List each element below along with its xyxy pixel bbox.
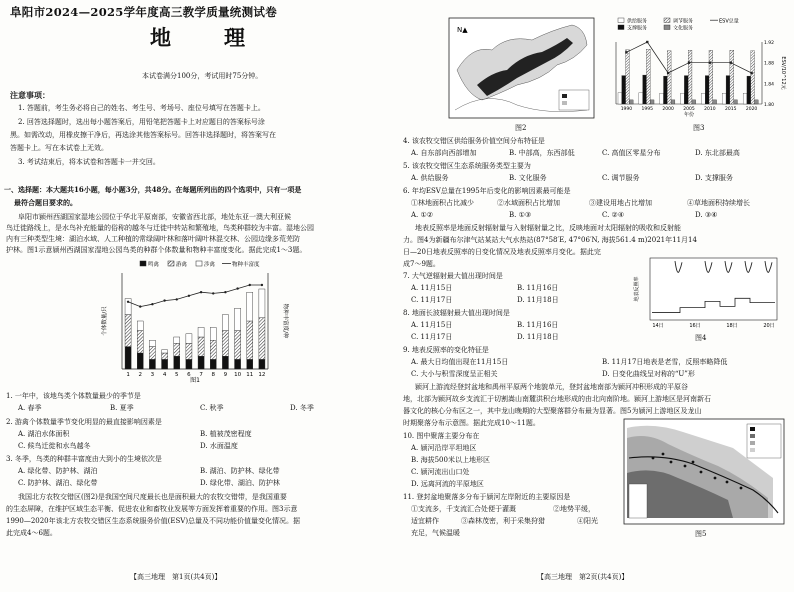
legend-swatch: [618, 18, 624, 23]
bar: [734, 100, 738, 104]
choice-item: ③森林茂密，利于采集狩猎: [461, 517, 545, 525]
question: 5. 该农牧交错区生态系统服务类型主要为: [403, 162, 531, 170]
bar: [643, 75, 647, 104]
choice-item: ④阳光: [577, 517, 598, 525]
bar: [709, 50, 713, 104]
passage-line: 1990—2020年该北方农牧交错区生态系统服务价值(ESV)总量及不同功能价值量变化情况。据: [6, 517, 301, 525]
passage-line: 器文化的核心分布区之一，其中龙山晚期的大型聚落群分布最为显著。图5为颍河上游地区及龙山: [403, 407, 702, 415]
passage-line: 此完成4～6题。: [6, 529, 57, 537]
passage-line: 的生态屏障，在维护区域生态平衡、促进农业和畜牧业发展等方面发挥着重要的作用。图3示意: [6, 505, 298, 513]
option: D. 日变化曲线呈对称的“U”形: [602, 370, 695, 378]
question: 7. 大气逆辐射最大值出现时间是: [403, 272, 503, 280]
x-tick-label: 2020: [745, 107, 758, 112]
legend-label: 文化服务: [673, 25, 694, 32]
x-tick-label: 2010: [704, 107, 716, 112]
option: A. 最大日均值出现在11月15日: [411, 358, 509, 366]
option: D. 远离河流的平原地区: [411, 480, 484, 488]
legend-swatch: [618, 25, 624, 30]
notice-item: 1. 答题前，考生务必将自己的姓名、考生号、考场号、座位号填写在答题卡上。: [18, 104, 265, 112]
section-heading: 一、选择题：本大题共16小题，每小题3分，共48分。在每题所列出的四个选项中，只有一项是: [4, 185, 302, 194]
bar: [755, 100, 759, 104]
bar: [684, 76, 688, 104]
option: C. 调节服务: [602, 174, 640, 182]
passage-line: 日—20日地表反照率的日变化情况及地表反照率月变化。据此完: [403, 248, 601, 256]
bar-segment: [186, 343, 192, 359]
option: C. 防护林、湖泊、绿化带: [18, 479, 98, 487]
richness-point: [188, 295, 190, 297]
esv-total-point: [750, 72, 752, 74]
richness-point: [176, 298, 178, 300]
bar: [660, 93, 664, 104]
option: B. 植被茂密程度: [200, 430, 252, 438]
bar-segment: [162, 350, 168, 353]
page-footer: 【高三地理 第2页(共4页)】: [537, 573, 629, 581]
x-tick-label: 14日: [652, 323, 664, 329]
bar-segment: [259, 359, 265, 369]
bar: [667, 51, 671, 104]
bar: [743, 93, 747, 104]
bar-segment: [186, 359, 192, 369]
x-tick-label: 8: [211, 372, 215, 378]
exam-info: 本试卷满分100分，考试用时75分钟。: [142, 72, 263, 80]
bar-segment: [149, 359, 155, 369]
esv-total-point: [688, 61, 690, 63]
question: 11. 登封盆地聚落多分布于颍河左岸附近的主要原因是: [403, 493, 571, 501]
figure-caption: 图2: [515, 124, 527, 132]
richness-point: [261, 284, 263, 286]
option: A. 绿化带、防护林、湖泊: [18, 467, 98, 475]
x-tick-label: 1995: [641, 107, 654, 112]
x-tick-label: 18日: [726, 323, 738, 329]
passage-line: 护林。图1示意颍州西湖国家湿地公园鸟类的种群个体数量和物种丰富度变化。据此完成1～3题。: [6, 246, 307, 254]
passage-line: 地表反照率是地面反射辐射量与入射辐射量之比，反映地面对太阳辐射的吸收和反射能: [415, 224, 681, 232]
richness-point: [139, 305, 141, 307]
richness-point: [200, 291, 202, 293]
esv-total-point: [667, 72, 669, 74]
bar: [705, 76, 709, 104]
bar: [688, 50, 692, 104]
x-tick-label: 1990: [620, 107, 633, 112]
option: B. 中部高，东西部低: [509, 149, 575, 157]
option: B. 11月16日: [517, 321, 559, 329]
richness-point: [127, 301, 129, 303]
legend-label: 鸣禽: [148, 262, 160, 268]
richness-line: [128, 285, 262, 307]
option: B. 11月17日地表是老雪，反照率略降低: [602, 358, 728, 366]
bar: [730, 50, 734, 104]
legend-label: 涉禽: [204, 262, 216, 268]
option: A. 春季: [18, 404, 42, 412]
richness-point: [236, 287, 238, 289]
x-tick-label: 1: [126, 372, 130, 378]
bar: [701, 93, 705, 104]
passage-line: 鸟迁徙路线上，是水鸟补充能量的俗称的越冬与迁徙中转站和繁殖地，鸟类种群较为丰富。湿地公园: [6, 224, 314, 232]
legend-label: 供给服务: [627, 18, 648, 25]
passage-line: 我国北方农牧交错区(图2)是我国空间尺度最长也是面积最大的农牧交错带，是我国重要: [18, 493, 287, 501]
y-axis-label: 个体数量/只: [102, 306, 108, 336]
x-tick-label: 10: [234, 372, 242, 378]
bar-segment: [137, 353, 143, 369]
x-axis-label: 年份: [683, 112, 695, 118]
bar-segment: [235, 331, 241, 360]
x-tick-label: 20日: [763, 323, 775, 329]
option: C. 大小与积雪深度呈正相关: [411, 370, 498, 378]
choice-item: 充足，气候温暖: [411, 529, 460, 537]
bar-segment: [149, 347, 155, 360]
bar-segment: [247, 292, 253, 321]
option: A. 颍河沿岸平坦地区: [411, 444, 477, 452]
x-tick-label: 2005: [683, 107, 695, 112]
y-tick-label: 1.92: [764, 41, 775, 46]
bar-segment: [162, 359, 168, 369]
option: C. 11月17日: [411, 333, 453, 341]
bar-segment: [162, 353, 168, 359]
exam-title: 阜阳市2024—2025学年度高三教学质量统测试卷: [10, 5, 278, 19]
legend-label: 游禽: [176, 262, 188, 268]
option: C. 候鸟迁徙和水鸟越冬: [18, 442, 91, 450]
richness-point: [151, 303, 153, 305]
y-axis-label: ESV/10^12元: [780, 56, 786, 90]
notice-heading: 注意事项：: [10, 90, 50, 100]
figure-caption: 图5: [695, 530, 707, 538]
option: A. 供给服务: [411, 174, 449, 182]
bar-segment: [210, 340, 216, 359]
richness-point: [212, 292, 214, 294]
bar-segment: [198, 337, 204, 356]
bar-segment: [235, 308, 241, 330]
bar: [618, 93, 622, 104]
north-arrow-icon: N▲: [457, 26, 468, 34]
option: B. 11月16日: [517, 284, 559, 292]
legend-swatch: [664, 25, 670, 30]
option: A. 11月15日: [411, 321, 453, 329]
bar-segment: [247, 359, 253, 369]
question: 3. 冬季，鸟类的种群丰富度由大到小的生境依次是: [6, 455, 162, 463]
richness-point: [224, 291, 226, 293]
legend-swatch: [168, 261, 174, 266]
y2-axis-label: 物种丰富度/种: [282, 303, 288, 339]
choice-item: ③建设用地占比增加: [589, 199, 652, 207]
y-tick-label: 1.80: [764, 103, 775, 108]
bar-segment: [222, 331, 228, 357]
passage-line: 地，北部为颍河故乡支流汇于切割嵩山南麓洪积台地形成的由北向南阶地。颍河上游地区是河南新石: [403, 395, 711, 403]
option: B. 文化服务: [509, 174, 547, 182]
bar-segment: [125, 315, 131, 347]
choice-item: ①支流多，千支流汇合处便于灌溉: [411, 505, 516, 513]
option: D. 水面温度: [200, 442, 238, 450]
y-tick-label: 1.88: [764, 61, 775, 67]
bar-segment: [222, 315, 228, 331]
choice-item: 适宜耕作: [411, 517, 439, 525]
plot-area: [650, 258, 777, 320]
bar-segment: [259, 318, 265, 360]
esv-total-point: [625, 51, 627, 53]
option: B. 湖泊、防护林、绿化带: [200, 467, 280, 475]
bar: [629, 100, 633, 104]
x-tick-label: 11: [246, 372, 254, 378]
bar: [692, 100, 696, 104]
legend-label: 支撑服务: [627, 25, 648, 32]
notice-item: 3. 考试结束后，将本试卷和答题卡一并交回。: [18, 158, 160, 166]
legend-label: ESV总量: [719, 18, 739, 25]
question: 6. 年均ESV总量在1995年后变化的影响因素最可能是: [403, 187, 571, 195]
bar: [639, 93, 643, 104]
question: 8. 地面长波辐射最大值出现时间是: [403, 309, 510, 317]
bar-segment: [259, 289, 265, 318]
bar: [671, 100, 675, 104]
x-tick-label: 7: [199, 372, 203, 378]
bar-segment: [174, 356, 180, 369]
option: D. 冬季: [290, 404, 314, 412]
bar-segment: [125, 347, 131, 369]
figure-caption: 图4: [695, 334, 707, 342]
bar: [751, 51, 755, 104]
choice-item: ②水域面积占比增加: [497, 199, 560, 207]
legend-swatch: [664, 18, 670, 23]
bar-segment: [210, 327, 216, 340]
option: C. 11月17日: [411, 296, 453, 304]
x-tick-label: 9: [223, 372, 228, 378]
option: C. 颍河流出山口处: [411, 468, 470, 476]
richness-point: [163, 299, 165, 301]
option: D. 东北部最高: [695, 149, 740, 157]
bar: [713, 100, 717, 104]
figure-3-esv-chart: [602, 12, 790, 120]
question: 2. 游禽个体数量季节变化明显的最直接影响因素是: [6, 418, 162, 426]
notice-item: 黑。如需改动，用橡皮擦干净后，再选涂其他答案标号。回答非选择题时，将答案写在: [10, 131, 276, 139]
option: C. ②④: [602, 211, 625, 219]
option: D. 支撑服务: [695, 174, 733, 182]
bar: [622, 76, 626, 104]
figure-5-map: [623, 418, 786, 526]
legend-swatch: [140, 261, 146, 266]
passage-line: 内有三种类型生境：湖泊水域、人工种植的常绿阔叶林和落叶阔叶林混交林、公园边缘多荒芜防: [6, 235, 300, 243]
passage-line: 时期聚落分布示意图。据此完成10～11题。: [403, 419, 540, 427]
figure-4-albedo-chart: [632, 252, 782, 332]
option: D. 绿化带、湖泊、防护林: [200, 479, 280, 487]
section-heading: 最符合题目要求的。: [14, 198, 77, 207]
figure-caption: 图1: [190, 377, 200, 384]
figure-1-bird-chart: [100, 257, 290, 385]
x-tick-label: 4: [162, 372, 167, 378]
bar: [664, 76, 668, 104]
x-tick-label: 6: [187, 372, 191, 378]
bar: [646, 49, 650, 104]
esv-total-point: [730, 61, 732, 63]
option: A. 湖泊水体面积: [18, 430, 70, 438]
option: D. ③④: [695, 211, 718, 219]
page-footer: 【高三地理 第1页(共4页)】: [130, 573, 222, 581]
y-tick-label: 1.84: [764, 82, 775, 88]
richness-point: [249, 284, 251, 286]
legend-label: 物种丰富度: [232, 262, 260, 268]
option: D. 11月18日: [517, 296, 559, 304]
passage-line: 力。图4为新疆布尔津气站某站大气水热站(87°58′E, 47°06′N, 海拔561.4 m)2021年11月14: [403, 236, 697, 244]
x-tick-label: 3: [150, 372, 155, 378]
option: B. ①③: [509, 211, 532, 219]
x-tick-label: 12: [258, 372, 266, 378]
x-tick-label: 2000: [662, 107, 674, 112]
bar-segment: [174, 337, 180, 343]
esv-total-point: [709, 61, 711, 63]
x-tick-label: 16日: [689, 323, 701, 329]
choice-item: ②地势平缓，: [553, 505, 595, 513]
x-tick-label: 5: [175, 372, 179, 378]
exam-page-2: [397, 0, 794, 592]
option: B. 海拔500米以上地形区: [411, 456, 490, 464]
bar-segment: [137, 321, 143, 331]
legend-label: 调节服务: [673, 18, 694, 25]
option: A. 自东部向西部增加: [411, 149, 477, 157]
option: B. 夏季: [110, 404, 134, 412]
bar-segment: [235, 359, 241, 369]
bar-segment: [247, 321, 253, 359]
question: 1. 一年中，该地鸟类个体数量最少的季节是: [6, 392, 141, 400]
option: C. 秋季: [200, 404, 224, 412]
bar: [681, 93, 685, 104]
choice-item: ④草地面积持续增长: [687, 199, 750, 207]
bar-segment: [174, 343, 180, 356]
y-axis-label: 地表反照率: [634, 276, 640, 302]
figure-caption: 图3: [693, 124, 705, 132]
x-tick-label: 2015: [724, 107, 737, 112]
bar-segment: [149, 340, 155, 346]
bar-segment: [198, 356, 204, 369]
choice-item: ①林地面积占比减少: [411, 199, 474, 207]
question: 9. 地表反照率的变化特征是: [403, 346, 489, 354]
notice-item: 2. 回答选择题时，选出每小题答案后，用铅笔把答题卡上对应题目的答案标号涂: [18, 118, 265, 126]
question: 4. 该农牧交错区供给服务价值空间分布特征是: [403, 137, 545, 145]
option: A. 11月15日: [411, 284, 453, 292]
legend-swatch: [196, 261, 202, 266]
bar-segment: [137, 331, 143, 353]
subject-title: 地 理: [150, 25, 261, 50]
bar: [650, 100, 654, 104]
x-tick-label: 2: [138, 372, 142, 378]
bar-segment: [186, 334, 192, 344]
passage-line: 颍河上游流经登封盆地和禹州平原两个地貌单元，登封盆地南部为颍河冲积形成的平原谷: [415, 383, 688, 391]
option: A. ①②: [411, 211, 434, 219]
esv-total-point: [646, 41, 648, 43]
notice-item: 答题卡上。写在本试卷上无效。: [10, 144, 108, 152]
bar: [722, 93, 726, 104]
option: C. 高值区零星分布: [602, 149, 661, 157]
bar-segment: [210, 359, 216, 369]
bar: [747, 76, 751, 104]
option: D. 11月18日: [517, 333, 559, 341]
bar-segment: [198, 327, 204, 337]
passage-line: 阜阳市颍州西湖国家湿地公园位于华北平原南部，安徽省西北部，地处东亚一澳大利亚候: [18, 213, 291, 221]
figure-2-map: [447, 10, 597, 120]
passage-line: 成7～9题。: [403, 260, 440, 268]
bar: [626, 50, 630, 104]
bar: [726, 76, 730, 104]
question: 10. 图中聚落主要分布在: [403, 432, 480, 440]
bar-segment: [222, 356, 228, 369]
